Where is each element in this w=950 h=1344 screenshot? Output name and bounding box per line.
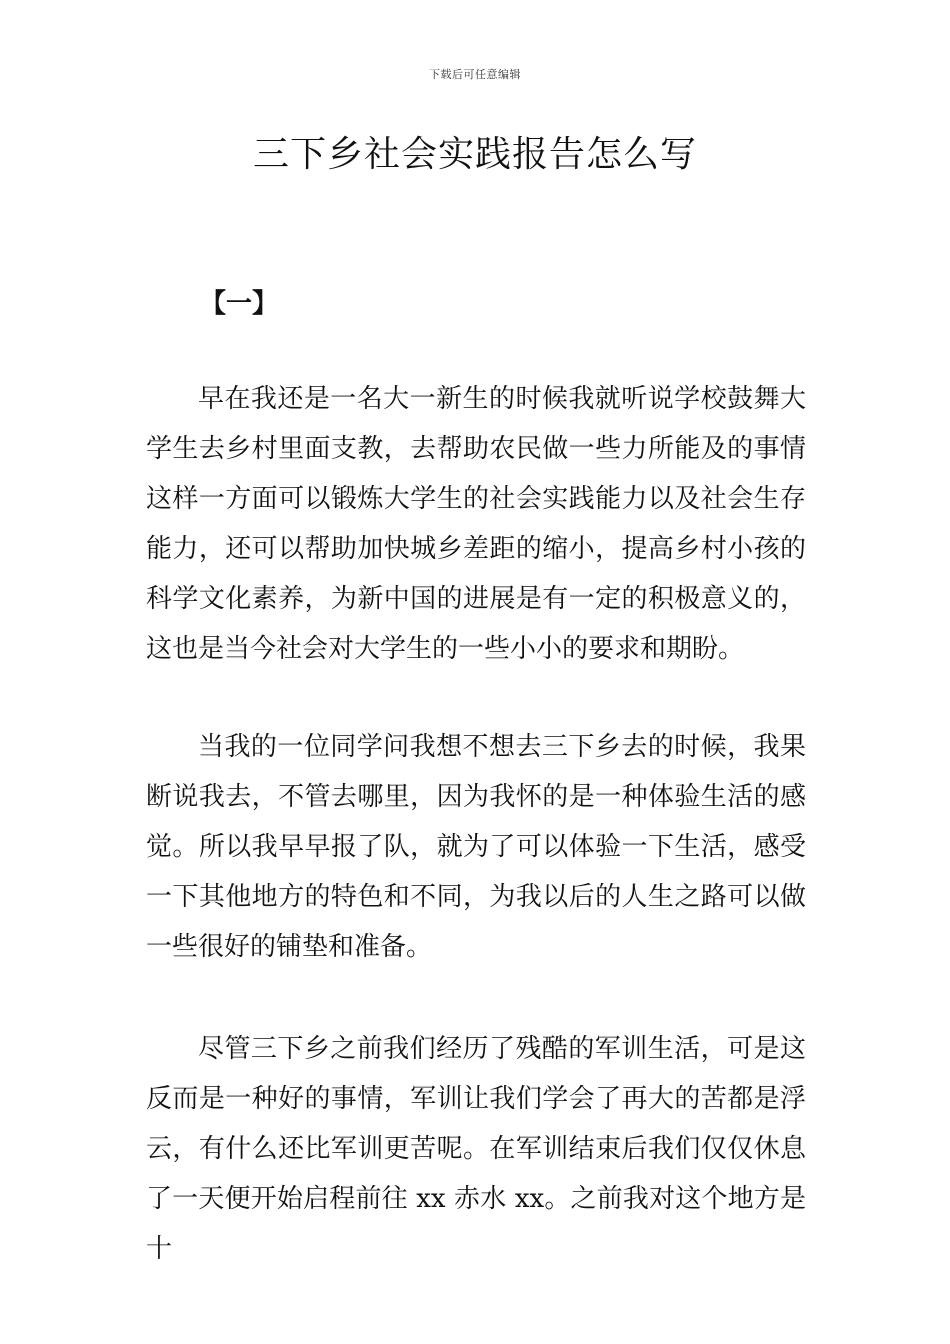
document-title: 三下乡社会实践报告怎么写 xyxy=(252,134,697,175)
body-paragraph: 早在我还是一名大一新生的时候我就听说学校鼓舞大学生去乡村里面支教，去帮助农民做一些力所能及的事情这样一方面可以锻炼大学生的社会实践能力以及社会生存能力，还可以帮助加快城乡差距的缩小，提高乡村小孩的科学文化素养，为新中国的进展是有一定的积极意义的，这也是当今社会对大学生的一些小小的要求和期盼。 xyxy=(146,384,806,664)
section-heading: 【一】 xyxy=(200,289,279,319)
body-paragraph: 当我的一位同学问我想不想去三下乡去的时候，我果断说我去，不管去哪里，因为我怀的是一种体验生活的感觉。所以我早早报了队，就为了可以体验一下生活，感受一下其他地方的特色和不同，为我以后的人生之路可以做一些很好的铺垫和准备。 xyxy=(146,732,806,962)
body-paragraph: 尽管三下乡之前我们经历了残酷的军训生活，可是这反而是一种好的事情，军训让我们学会了再大的苦都是浮云，有什么还比军训更苦呢。在军训结束后我们仅仅休息了一天便开始启程前往 xx 赤水 xx。之前我对这个地方是十 xyxy=(146,1034,806,1264)
header-note: 下载后可任意编辑 xyxy=(429,68,521,81)
